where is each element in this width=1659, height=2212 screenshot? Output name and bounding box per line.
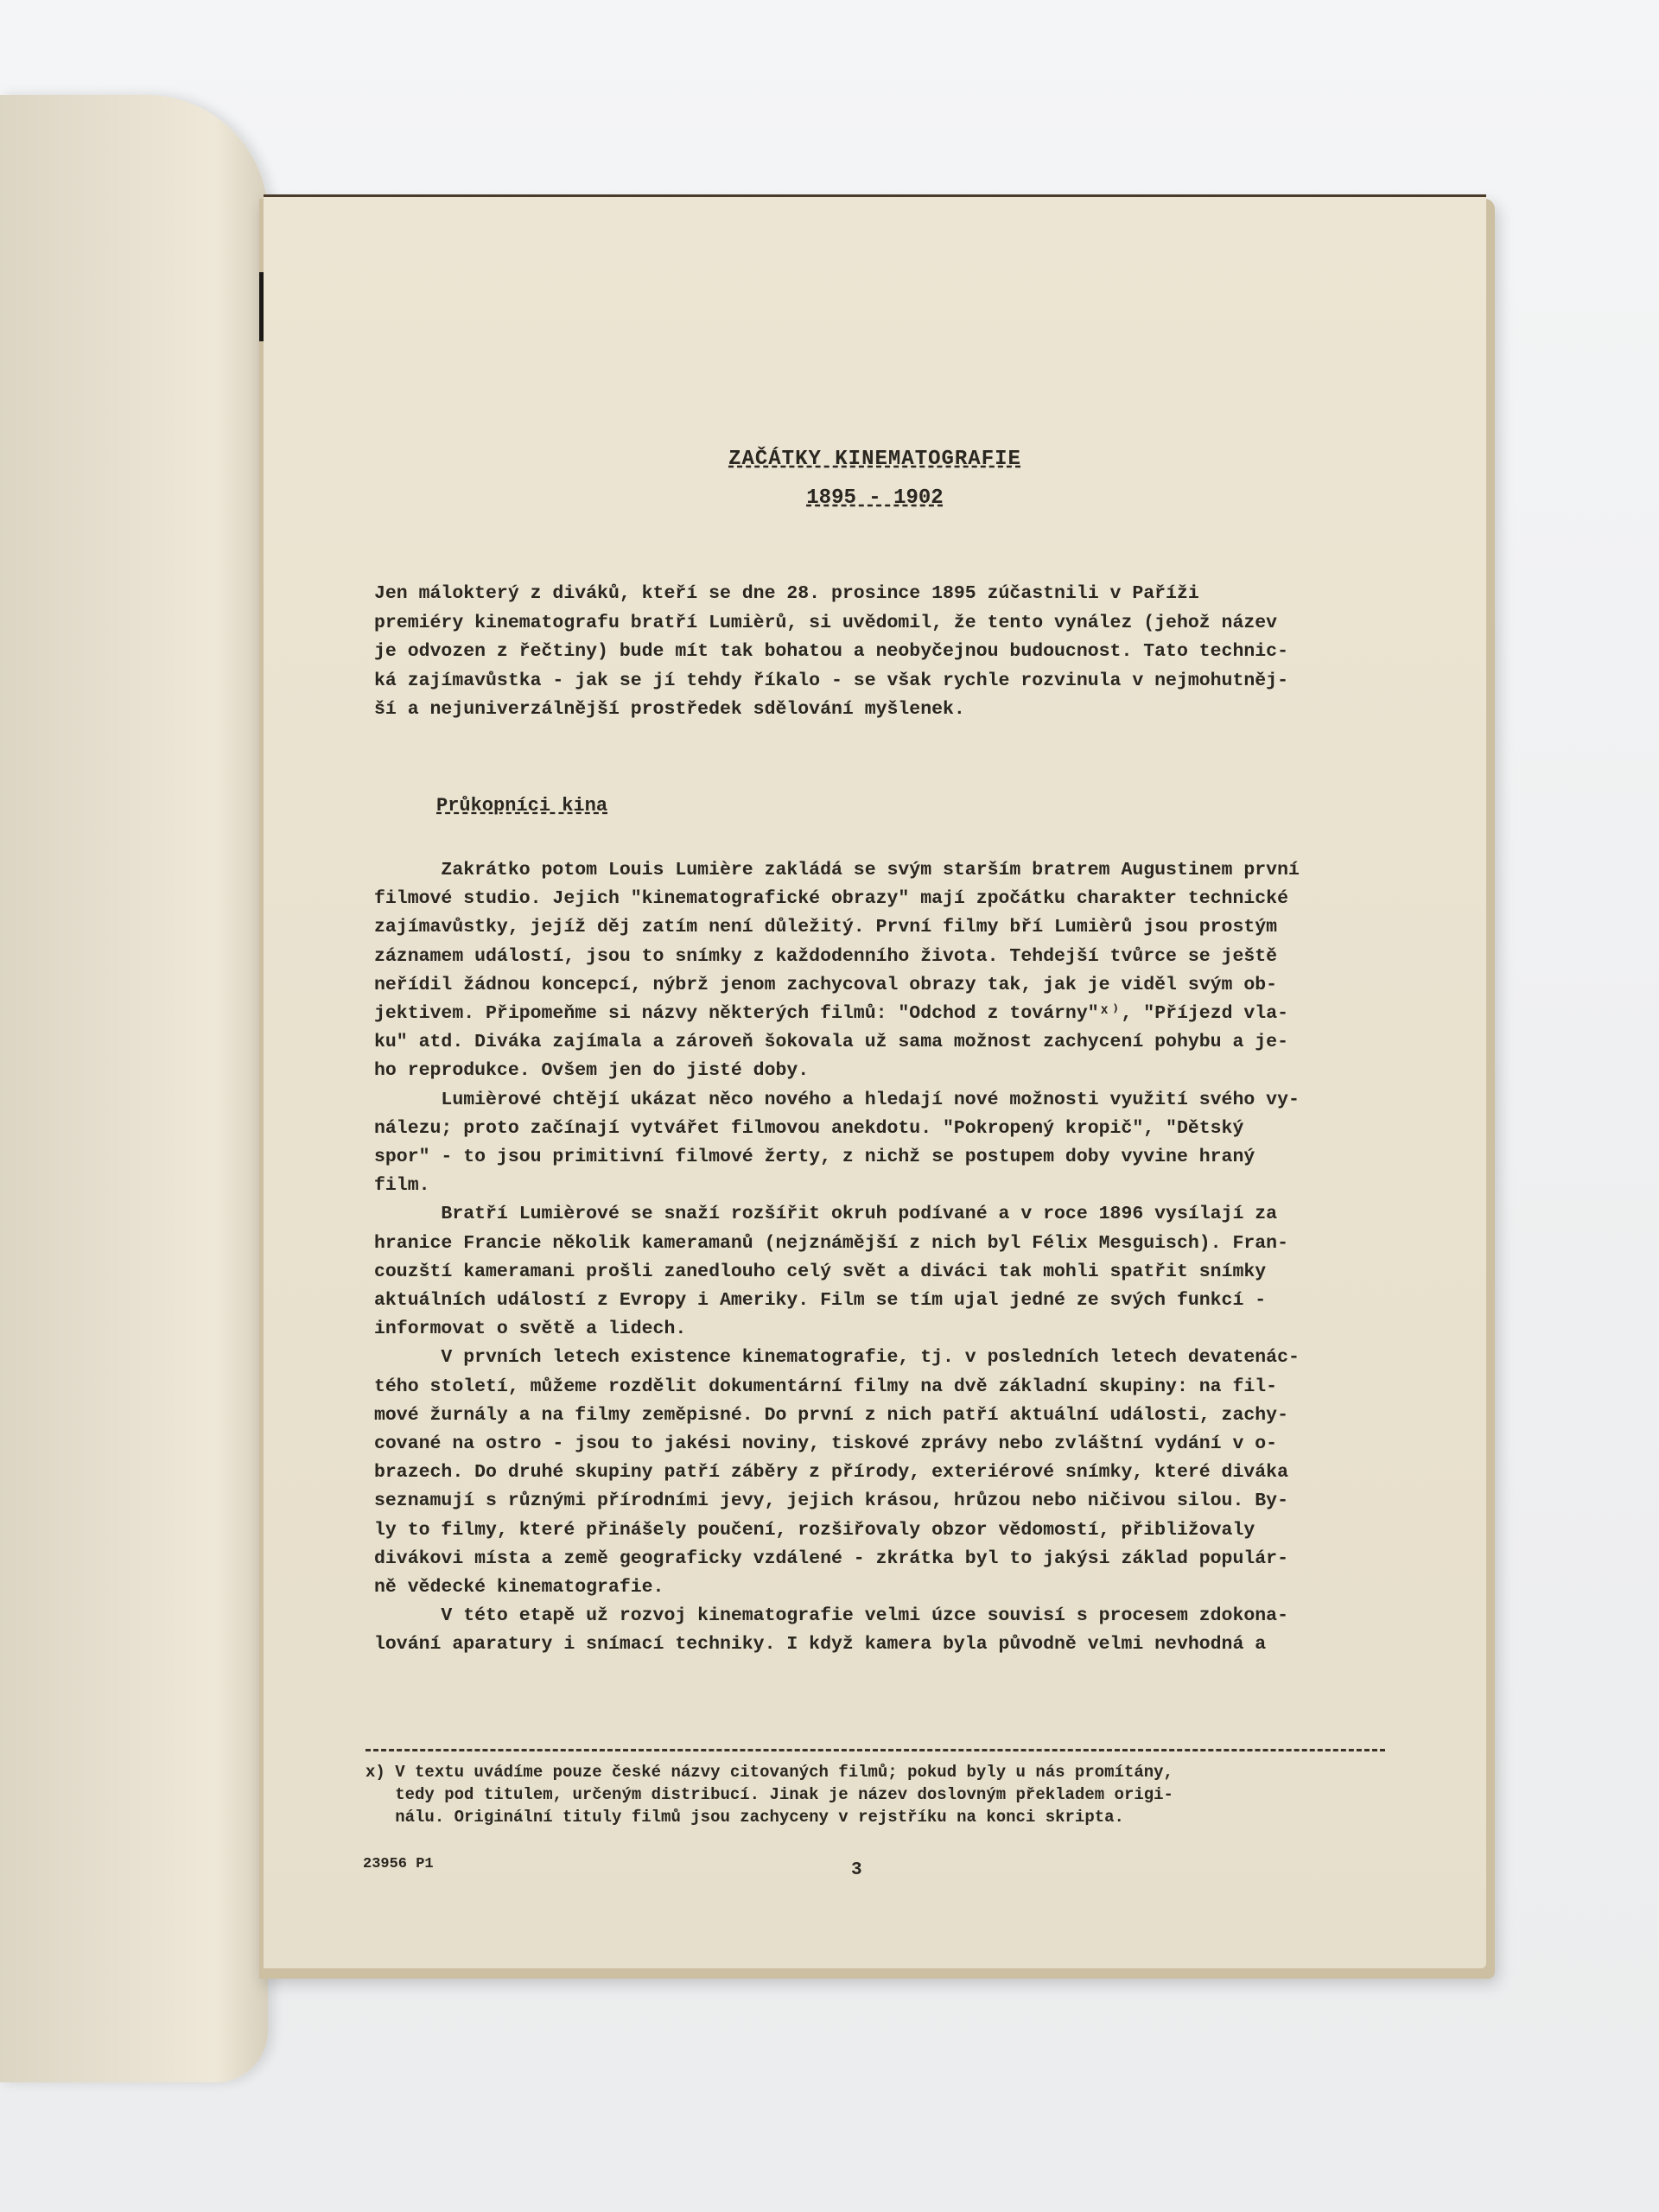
footnote: x) V textu uvádíme pouze české názvy citovaných filmů; pokud byly u nás promítány, tedy pod titulem, určeným distribucí. Jinak je název doslovným překladem origi- nálu. Originální tituly filmů jsou zachyceny v rejstříku na konci skripta. [365,1763,1173,1827]
left-book-page [0,95,268,2082]
document-code: 23956 P1 [363,1856,434,1872]
page-subtitle-years: 1895 - 1902 [806,486,944,510]
section-heading: Průkopníci kina [436,795,608,817]
body-text: Zakrátko potom Louis Lumière zakládá se svým starším bratrem Augustinem první filmové studio. Jejich "kinematografické obrazy" mají zpočátku charakter technické zajímavůstky, jejíž děj zatím není důležitý. První filmy bří Lumièrů jsou prostým záznamem událostí, jsou to snímky z každodenního života. Tehdejší tvůrce se ještě neřídil žádnou koncepcí, nýbrž jenom zachycoval obrazy tak, jak je viděl svým ob- jektivem. Připomeňme si názvy některých filmů: "Odchod z továrny"ˣ⁾, "Příjezd vla- ku" atd. Diváka zajímala a zároveň šokovala už sama možnost zachycení pohybu a je- ho reprodukce. Ovšem jen do jisté doby. Lumièrové chtějí ukázat něco nového a hledají nové možnosti využití svého vy- nálezu; proto začínají vytvářet filmovou anekdotu. "Pokropený kropič", "Dětský spor" - to jsou primitivní filmové žerty, z nichž se postupem doby vyvine hraný film. Bratří Lumièrové se snaží rozšířit okruh podívané a v roce 1896 vysílají za hranice Francie několik kameramanů (nejznámější z nich byl Félix Mesguisch). Fran- couzští kameramani prošli zanedlouho celý svět a diváci tak mohli spatřit snímky aktuálních událostí z Evropy i Ameriky. Film se tím ujal jedné ze svých funkcí - informovat o světě a lidech. V prvních letech existence kinematografie, tj. v posledních letech devatenác- tého století, můžeme rozdělit dokumentární filmy na dvě základní skupiny: na fil- mové žurnály a na filmy zeměpisné. Do první z nich patří aktuální události, zachy- cované na ostro - jsou to jakési noviny, tiskové zprávy nebo zvláštní vydání v o- brazech. Do druhé skupiny patří záběry z přírody, exteriérové snímky, které diváka seznamují s různými přírodními jevy, jejich krásou, hrůzou nebo ničivou silou. By- ly to filmy, které přinášely poučení, rozšiřovaly obzor vědomostí, přibližovaly divákovi místa a země geograficky vzdálené - zkrátka byl to jakýsi základ populár- ně vědecké kinematografie. V této etapě už rozvoj kinematografie velmi úzce souvisí s procesem zdokona- lování aparatury i snímací techniky. I když kamera byla původně velmi nevhodná a [374,860,1300,1656]
page-title: ZAČÁTKY KINEMATOGRAFIE [728,448,1021,471]
page-number: 3 [851,1860,862,1880]
intro-paragraph: Jen málokterý z diváků, kteří se dne 28. prosince 1895 zúčastnili v Paříži premiéry kinematografu bratří Lumièrů, si uvědomil, že tento vynález (jehož název je odvozen z řečtiny) bude mít tak bohatou a neobyčejnou budoucnost. Tato technic- ká zajímavůstka - jak se jí tehdy říkalo - se však rychle rozvinula v nejmohutněj- ší a nejuniverzálnější prostředek sdělování myšlenek. [374,583,1288,720]
footnote-separator [365,1749,1385,1751]
document-page [264,194,1486,1968]
